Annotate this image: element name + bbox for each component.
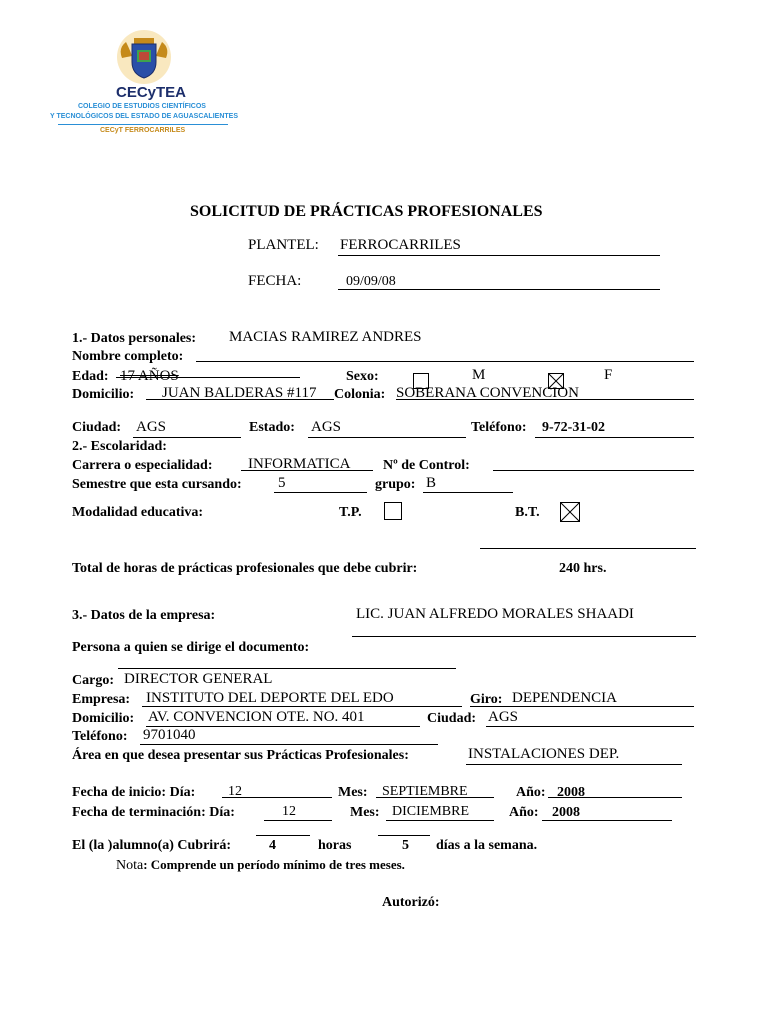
dias-label: días a la semana. [436,838,538,853]
domicilio-label: Domicilio: [72,387,135,402]
area-underline [466,764,682,765]
modalidad-label: Modalidad educativa: [72,505,204,520]
total-horas-value: 240 hrs. [559,561,607,576]
fecha-value: 09/09/08 [346,274,396,289]
inicio-anio-label: Año: [516,785,546,800]
telefono-label: Teléfono: [471,420,527,435]
ciudad-label: Ciudad: [72,420,122,435]
dias-value: 5 [402,838,409,853]
cargo-label: Cargo: [72,673,114,688]
logo-line-2: Y TECNOLÓGICOS DEL ESTADO DE AGUASCALIENTES [50,113,238,120]
estado-underline [308,437,466,438]
empresa-domicilio-value: AV. CONVENCION OTE. NO. 401 [148,709,365,725]
plantel-label: PLANTEL: [248,237,319,253]
inicio-dia-underline [222,797,332,798]
giro-value: DEPENDENCIA [512,690,617,706]
logo-name: CECyTEA [116,84,187,101]
telefono-underline [535,437,694,438]
logo-divider [58,124,228,125]
tp-checkbox[interactable] [384,502,402,520]
persona-underline [118,668,456,669]
total-horas-label: Total de horas de prácticas profesionales que debe cubrir: [72,561,418,576]
escolaridad-heading: 2.- Escolaridad: [72,439,167,454]
nota-text: : Comprende un período mínimo de tres meses. [143,857,405,872]
edad-value: 17 AÑOS [120,368,179,384]
area-value: INSTALACIONES DEP. [468,746,620,762]
edad-label: Edad: [72,369,109,384]
tp-label: T.P. [339,505,362,520]
area-label: Área en que desea presentar sus Prácticas Profesionales: [72,748,409,763]
colonia-underline [396,399,694,400]
logo-line-3: CECyT FERROCARRILES [100,127,186,134]
plantel-value: FERROCARRILES [340,237,461,253]
colonia-value: SOBERANA CONVENCION [396,385,579,401]
empresa-underline [142,706,462,707]
nombre-value: MACIAS RAMIREZ ANDRES [229,329,422,345]
empresa-domicilio-label: Domicilio: [72,711,135,726]
control-label: Nº de Control: [383,458,470,473]
cubrira-label: El (la )alumno(a) Cubrirá: [72,838,232,853]
termino-dia-underline [264,820,332,821]
estado-label: Estado: [249,420,295,435]
semestre-value: 5 [278,475,286,491]
persona-label: Persona a quien se dirige el documento: [72,640,310,655]
edad-underline [116,377,300,378]
fecha-underline [338,289,660,290]
telefono-value: 9-72-31-02 [542,420,605,435]
inicio-dia-value: 12 [228,784,242,799]
domicilio-underline [146,399,334,400]
termino-anio-value: 2008 [552,805,580,820]
empresa-heading: 3.- Datos de la empresa: [72,608,216,623]
cargo-value: DIRECTOR GENERAL [124,671,273,687]
autorizo-label: Autorizó: [382,895,440,910]
semestre-underline [274,492,367,493]
datos-personales-heading: 1.- Datos personales: [72,331,197,346]
grupo-label: grupo: [375,477,416,492]
empresa-ciudad-underline [486,726,694,727]
domicilio-value: JUAN BALDERAS #117 [162,385,317,401]
carrera-value: INFORMATICA [248,456,351,472]
ciudad-underline [133,437,241,438]
inicio-mes-underline [376,797,494,798]
empresa-telefono-label: Teléfono: [72,729,128,744]
termino-anio-label: Año: [509,805,539,820]
empresa-value: INSTITUTO DEL DEPORTE DEL EDO [146,690,394,706]
empresa-ciudad-label: Ciudad: [427,711,477,726]
document-title: SOLICITUD DE PRÁCTICAS PROFESIONALES [190,203,543,220]
horas-top-line [256,835,310,836]
plantel-underline [338,255,660,256]
colonia-label: Colonia: [334,387,386,402]
total-horas-top-line [480,548,696,549]
inicio-mes-value: SEPTIEMBRE [382,784,468,799]
ciudad-value: AGS [136,419,167,435]
nota-label: Nota [116,858,144,873]
giro-underline [470,706,694,707]
empresa-label: Empresa: [72,692,131,707]
semestre-label: Semestre que esta cursando: [72,477,242,492]
grupo-underline [423,492,513,493]
termino-label: Fecha de terminación: Día: [72,805,235,820]
termino-dia-value: 12 [282,804,296,819]
bt-label: B.T. [515,505,540,520]
nombre-label: Nombre completo: [72,349,184,364]
inicio-anio-value: 2008 [557,785,585,800]
fecha-label: FECHA: [248,273,302,289]
contacto-underline [352,636,696,637]
horas-value: 4 [269,838,276,853]
empresa-telefono-value: 9701040 [143,727,196,743]
sexo-f-label: F [604,367,613,383]
control-underline [493,470,694,471]
empresa-telefono-underline [140,744,438,745]
estado-value: AGS [311,419,342,435]
termino-mes-underline [386,820,494,821]
carrera-underline [241,470,373,471]
sexo-m-label: M [472,367,486,383]
check-x-icon [560,502,580,522]
inicio-anio-underline [548,797,682,798]
inicio-label: Fecha de inicio: Día: [72,785,196,800]
dias-top-line [378,835,430,836]
bt-checkbox[interactable] [560,502,580,522]
termino-anio-underline [542,820,672,821]
nota [116,857,405,874]
contacto-value: LIC. JUAN ALFREDO MORALES SHAADI [356,606,634,622]
nombre-underline [196,361,694,362]
sexo-label: Sexo: [346,369,379,384]
logo-line-1: COLEGIO DE ESTUDIOS CIENTÍFICOS [78,103,206,110]
carrera-label: Carrera o especialidad: [72,458,213,473]
inicio-mes-label: Mes: [338,785,368,800]
empresa-ciudad-value: AGS [488,709,519,725]
coat-of-arms-icon [114,28,174,91]
giro-label: Giro: [470,692,503,707]
grupo-value: B [426,475,437,491]
termino-mes-value: DICIEMBRE [392,804,469,819]
termino-mes-label: Mes: [350,805,380,820]
horas-label: horas [318,838,352,853]
